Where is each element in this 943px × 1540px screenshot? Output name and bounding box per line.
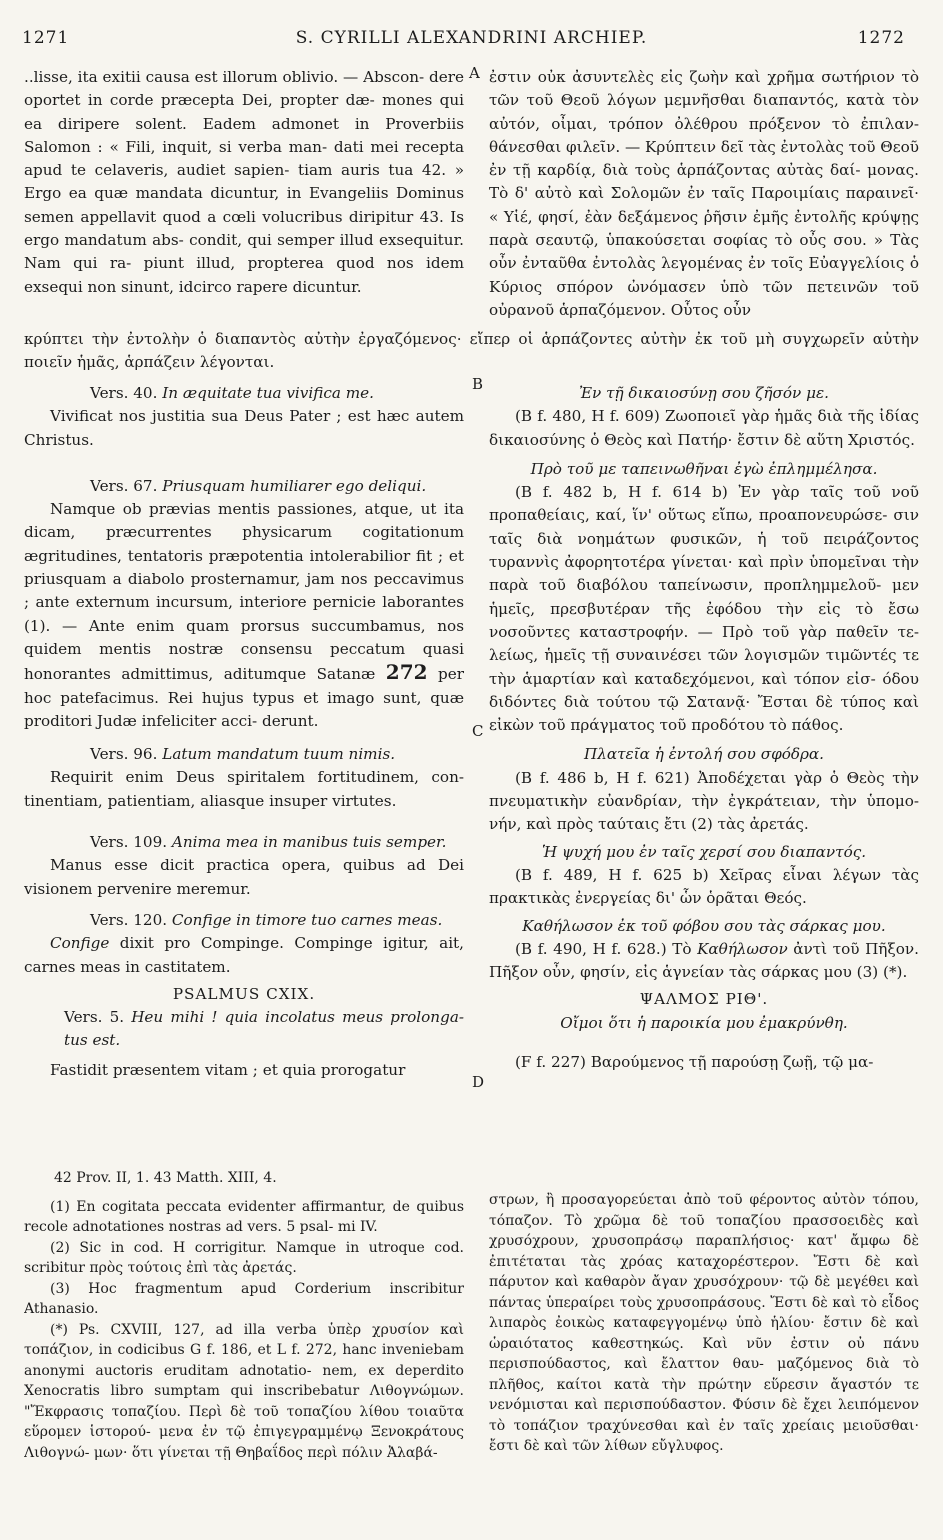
gk-v40-body: (B f. 480, H f. 609) Ζωοποιεῖ γὰρ ἡμᾶς διὰ τῆς ἰδίας δικαιοσύνης ὁ Θεὸς καὶ Πατήρ· ἔστιν δὲ αὕτη Χριστός. [489, 407, 919, 449]
left-column-main [24, 382, 464, 1162]
footnotes-right [489, 1190, 919, 1530]
v120-text: Confige in timore tuo carnes meas. [171, 910, 443, 929]
v109-body: Manus esse dicit practica opera, quibus ad Dei visionem pervenire meremur. [24, 856, 464, 898]
v5-body: Fastidit præsentem vitam ; et quia prorogatur [50, 1060, 406, 1079]
v5-label: Vers. 5. [64, 1008, 125, 1027]
v96-label: Vers. 96. [90, 745, 158, 764]
spanning-greek-text: κρύπτει τὴν ἐντολὴν ὁ διαπαντὸς αὐτὴν ἐργαζόμενος· εἴπερ οἱ ἁρπάζοντες αὐτὴν ἐκ τοῦ μὴ συγχωρεῖν αὐτὴν ποιεῖν ἡμᾶς, ἁρπάζειν λέγονται. [24, 330, 919, 372]
v109-label: Vers. 109. [90, 833, 168, 852]
gk-v120-title: Καθήλωσον ἐκ τοῦ φόβου σου τὰς σάρκας μου. [522, 916, 886, 935]
v67-body-b: per hoc patefacimus. Rei hujus typus et imago sunt, quæ proditori Judæ infeliciter acci- derunt. [24, 665, 464, 730]
gk-v67-title: Πρὸ τοῦ με ταπεινωθῆναι ἐγὼ ἐπλημμέλησα. [530, 459, 878, 478]
v109-heading [24, 831, 464, 854]
v40-body: Vivificat nos justitia sua Deus Pater ; est hæc autem Christus. [24, 407, 464, 449]
column-number: 272 [385, 660, 428, 685]
gk-v5-body: (F f. 227) Βαρούμενος τῇ παρούσῃ ζωῇ, τῷ μα- [515, 1053, 874, 1072]
gk-v120-body-b: ἀντὶ τοῦ Πῆξον. Πῆξον οὖν, φησίν, εἰς ἁγνείαν τὰς σάρκας μου (3) (*). [489, 939, 919, 982]
gk-v40-title: Ἐν τῇ δικαιοσύνῃ σου ζῆσόν με. [579, 384, 829, 402]
psalm-title-latin: PSALMUS CXIX. [172, 984, 316, 1003]
gk-v67-body: (B f. 482 b, H f. 614 b) Ἐν γὰρ ταῖς τοῦ νοῦ προπαθείαις, καί, ἵν' οὕτως εἴπω, προαπονευρώσε- σιν ταῖς διὰ νοημάτων φυσικῶν, ἡ τοῦ πειράζοντος τυραννὶς ἀφορητοτέρα γίνεται· καὶ πρὶν ὑπομεῖναι τὴν παρὰ τοῦ διαβόλου ταπείνωσιν, προπλημμελοῦ- μεν ἡμεῖς, πρεσβυτέραν τῆς ἐφόδου τὴν εἰς τὸ ἔσω νοσοῦντες καταστροφήν. — Πρὸ τοῦ γὰρ παθεῖν τε- λείως, ἡμεῖς τῇ συναινέσει τῶν λογισμῶν τιμῶντές τε τὴν ἁμαρτίαν καὶ καταδεχόμενοι, καὶ τόπον εἰσ- όδου διδόντες διὰ τούτου τῷ Σατανᾷ· Ἔσται δὲ τύπος καὶ εἰκὼν τοῦ πράγματος τοῦ προδότου τὸ πάθος. [489, 483, 919, 735]
top-left-latin [24, 66, 464, 324]
margin-letter-a: A [469, 64, 480, 82]
v96-text: Latum mandatum tuum nimis. [162, 745, 396, 764]
top-right-paragraph: ἐστιν οὐκ ἀσυντελὲς εἰς ζωὴν καὶ χρῆμα σωτήριον τὸ τῶν τοῦ Θεοῦ λόγων μεμνῆσθαι διαπαντός, κατὰ τὸν αὐτόν, οἶμαι, τρόπον ὀλέθρου πρόξενον τὸ ἐπιλαν- θάνεσθαι φιλεῖν. — Κρύπτειν δεῖ τὰς ἐντολὰς τοῦ Θεοῦ ἐν τῇ καρδίᾳ, διὰ τοὺς ἁρπάζοντας αὐτὰς δαί- μονας. Τὸ δ' αὐτὸ καὶ Σολομῶν ἐν ταῖς Παροιμίαις παραινεῖ· « Υἱέ, φησί, ἐὰν δεξάμενος ῥῆσιν ἐμῆς ἐντολῆς κρύψῃς παρὰ σεαυτῷ, ὑπακούσεται σοφίας τὸ οὖς σου. » Τὰς οὖν ἐνταῦθα ἐντολὰς λεγομένας ἐν τοῖς Εὐαγγελίοις ὁ Κύριος σπόρον ὠνόμασεν ὑπὸ τῶν πετεινῶν τοῦ οὐρανοῦ ἁρπαζόμενον. Οὗτος οὖν [489, 68, 919, 319]
footnote-refs: 42 Prov. II, 1. 43 Matth. XIII, 4. [54, 1170, 277, 1186]
running-title: S. CYRILLI ALEXANDRINI ARCHIEP. [295, 28, 648, 48]
gk-v96-title: Πλατεῖα ἡ ἐντολή σου σφόδρα. [584, 745, 824, 764]
footnote-1: (1) En cogitata peccata evidenter affirmantur, de quibus recole adnotationes nostras ad vers. 5 psal- mi IV. [24, 1198, 464, 1235]
right-column-main [489, 382, 919, 1162]
v96-body: Requirit enim Deus spiritalem fortitudinem, con- tinentiam, patientiam, aliasque insuper virtutes. [24, 768, 464, 810]
footnotes-left [24, 1168, 464, 1528]
v120-label: Vers. 120. [90, 910, 168, 929]
footnote-3: (3) Hoc fragmentum apud Corderium inscribitur Athanasio. [24, 1280, 464, 1317]
v5-heading [24, 1006, 464, 1053]
v67-body [24, 498, 464, 733]
v120-body [24, 932, 464, 979]
v120-heading [24, 909, 464, 932]
margin-letter-b: B [472, 375, 484, 393]
v40-text: In æquitate tua vivifica me. [162, 384, 374, 402]
v67-body-a: Namque ob prævias mentis passiones, atque, ut ita dicam, præcurrentes physicarum cogitationum ægritudines, tentatoris præpotentia intolerabilior fit ; et priusquam a diabolo prosternamur, jam nos peccavimus ; ante externum incursum, interiore pernicie laborantes (1). — Ante enim quam prorsus succumbamus, nos quidem mentis nostræ consensu peccatum quasi honorantes admittimus, aditumque Satanæ [24, 500, 464, 684]
gk-v120-body-a: (B f. 490, H f. 628.) Τὸ [515, 939, 698, 958]
v40-heading [24, 382, 464, 405]
v96-heading [24, 743, 464, 766]
gk-v120-body [489, 938, 919, 985]
page-number-left: 1271 [22, 28, 70, 48]
v67-label: Vers. 67. [90, 476, 158, 495]
v40-label: Vers. 40. [90, 384, 158, 402]
v67-heading [24, 475, 464, 498]
footnote-4: (*) Ps. CXVIII, 127, ad illa verba ὑπὲρ χρυσίον καὶ τοπάζιον, in codicibus G f. 186, et L f. 272, hanc inveniebam anonymi auctoris eruditam adnotatio- nem, ex deperdito Xenocratis libro sumptam qui inscribebatur Λιθογνώμων. "Ἔκφρασις τοπαζίου. Περὶ δὲ τοῦ τοπαζίου λίθου τοιαῦτα εὕρομεν ἱστορού- μενα ἐν τῷ ἐπιγεγραμμένῳ Ξενοκράτους Λιθογνώ- μων· ὅτι γίνεται τῇ Θηβαΐδος περὶ πόλιν Ἀλαβά- [24, 1321, 464, 1461]
page-number-right: 1272 [857, 28, 905, 48]
margin-letter-c: C [472, 722, 484, 740]
footnote-2: (2) Sic in cod. H corrigitur. Namque in utroque cod. scribitur πρὸς τούτοις ἐπὶ τὰς ἀρετάς. [24, 1239, 464, 1276]
psalm-title-greek: ΨΑΛΜΟΣ ΡΙΘ'. [639, 990, 769, 1009]
gk-v109-title: Ἡ ψυχή μου ἐν ταῖς χερσί σου διαπαντός. [541, 842, 867, 861]
spanning-greek-line [24, 328, 919, 375]
top-left-paragraph: ..lisse, ita exitii causa est illorum oblivio. — Abscon- dere oportet in corde præcepta Dei, propter dæ- mones qui ea diripere solent. Eadem admonet in Proverbiis Salomon : « Fili, inquit, si verba man- dati mei recepta apud te celaveris, audiet sapien- tiam auris tua 42. » Ergo ea quæ mandata dicuntur, in Evangeliis Dominus semen appellavit quod a cœli volucribus diripitur 43. Is ergo mandatum abs- condit, qui semper illud exsequitur. Nam qui ra- piunt illud, propterea quod nos idem exsequi non sinunt, idcirco rapere dicuntur. [24, 68, 464, 296]
top-right-greek [489, 66, 919, 324]
v120-body-rest: dixit pro Compinge. Compinge igitur, ait, carnes meas in castitatem. [24, 934, 464, 976]
margin-letter-d: D [472, 1073, 485, 1091]
gk-v120-body-italic: Καθήλωσον [697, 939, 788, 958]
v109-text: Anima mea in manibus tuis semper. [171, 833, 447, 852]
footnote-continuation: στρων, ἢ προσαγορεύεται ἀπὸ τοῦ φέροντος αὐτὸν τόπου, τόπαζον. Τὸ χρῶμα δὲ τοῦ τοπαζίου πρασσοειδὲς καὶ χρυσόχρουν, χρυσοπράσῳ παραπλήσιος· κατ' ἄμφω δὲ ἐπιτέταται τὰς χρόας καταχορέστερον. Ἔστι δὲ καὶ πάρυτον καὶ καθαρὸν ἄγαν χρυσόχρουν· τῷ δὲ μεγέθει καὶ πάντας ὑπεραίρει τοὺς χρυσοπράσους. Ἔστι δὲ καὶ τὸ εἶδος λιπαρὸς ἐοικὼς καταφεγγομένῳ ὑπὸ ἡλίου· ἔστιν δὲ καὶ ὡραιότατος καθεστηκώς. Καὶ νῦν ἐστιν οὐ πάνυ περισπούδαστος, καὶ ἔλαττον θαυ- μαζόμενος διὰ τὸ πλῆθος, καίτοι κατὰ τὴν πρώτην εὕρεσιν ἄγαστόν τε νενόμισται καὶ περισπούδαστον. Φύσιν δὲ ἔχει λειπόμενον τὸ τοπάζιον τραχύνεσθαι καὶ ἐν ταῖς χρείαις μειοῦσθαι· ἔστι δὲ καὶ τῶν λίθων εὔγλυφος. [489, 1192, 919, 1454]
v5-text: Heu mihi ! quia incolatus meus prolonga- tus est. [64, 1008, 464, 1050]
gk-v96-body: (B f. 486 b, H f. 621) Ἀποδέχεται γὰρ ὁ Θεὸς τὴν πνευματικὴν εὐανδρίαν, τὴν ἐγκράτειαν, τὴν ὑπομο- νήν, καὶ πρὸς ταύταις ἔτι (2) τὰς ἀρετάς. [489, 768, 919, 834]
gk-v5-title: Οἴμοι ὅτι ἡ παροικία μου ἐμακρύνθη. [560, 1013, 848, 1032]
v67-text: Priusquam humiliarer ego deliqui. [162, 476, 427, 495]
gk-v109-body: (B f. 489, H f. 625 b) Χεῖρας εἶναι λέγων τὰς πρακτικὰς ἐνεργείας δι' ὧν ὁρᾶται Θεός. [489, 865, 919, 908]
v120-body-italic: Confige [50, 934, 110, 953]
